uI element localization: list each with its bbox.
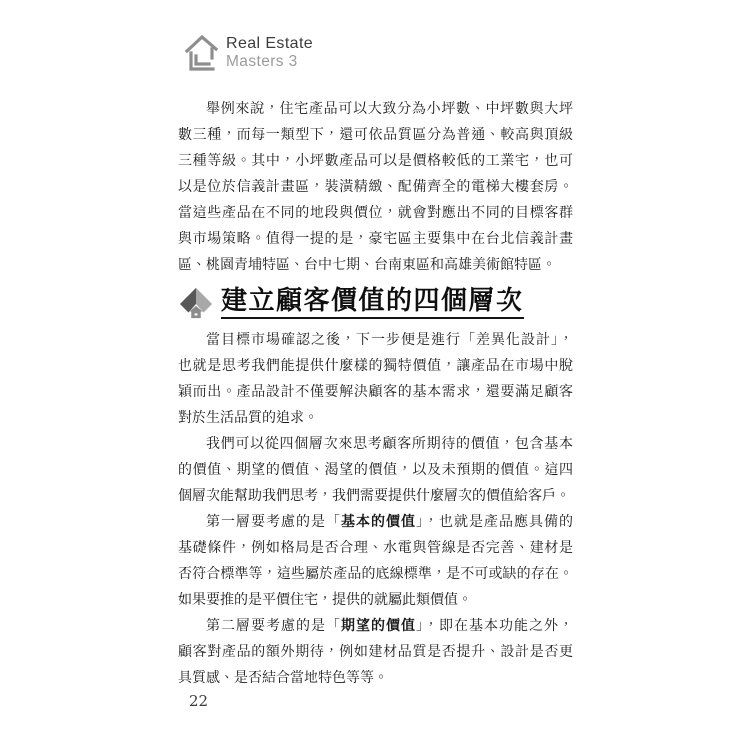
text-segment: 當這些產品在不同的地段與價位，就會對應出不同的目標客群 [178, 205, 573, 221]
text-line [178, 379, 573, 405]
text-segment: 顧客對產品的額外期待，例如建材品質是否提升、設計是否更 [178, 644, 573, 660]
text-line [178, 122, 573, 148]
text-line [178, 327, 573, 353]
text-segment: 」，即在基本功能之外， [416, 618, 573, 634]
page-content [178, 96, 573, 691]
text-line [178, 431, 573, 457]
section-heading-text: 建立顧客價值的四個層次 [221, 287, 524, 320]
text-line [178, 353, 573, 379]
text-line [178, 665, 573, 691]
emphasis-term: 基本的價值 [341, 514, 416, 530]
text-line [178, 587, 573, 613]
text-segment: 舉例來說，住宅產品可以大致分為小坪數、中坪數與大坪 [206, 101, 573, 117]
emphasis-term: 期望的價值 [341, 618, 416, 634]
paragraph [178, 431, 573, 509]
brand-title: Real Estate [226, 35, 314, 52]
section-heading [178, 285, 573, 321]
text-segment: 穎而出。產品設計不僅要解決顧客的基本需求，還要滿足顧客 [178, 384, 573, 400]
text-line [178, 457, 573, 483]
text-segment: 」，也就是產品應具備的 [416, 514, 573, 530]
text-line [178, 200, 573, 226]
paragraph [178, 327, 573, 431]
text-segment: 當目標市場確認之後，下一步便是進行「差異化設計」， [206, 332, 573, 348]
paragraph-group-bottom [178, 327, 573, 691]
paragraph-group-top [178, 96, 573, 278]
text-segment: 三種等級。其中，小坪數產品可以是價格較低的工業宅，也可 [178, 153, 573, 169]
text-segment: 以是位於信義計畫區，裝潢精緻、配備齊全的電梯大樓套房。 [178, 179, 573, 195]
text-segment: 第一層要考慮的是「 [206, 514, 341, 530]
text-segment: 區、桃園青埔特區、台中七期、台南東區和高雄美術館特區。 [178, 257, 556, 273]
text-line [178, 639, 573, 665]
text-segment: 我們可以從四個層次來思考顧客所期待的價值，包含基本 [206, 436, 573, 452]
roof-icon [178, 286, 214, 320]
text-line [178, 561, 573, 587]
text-line [178, 613, 573, 639]
page-number: 22 [189, 692, 209, 710]
text-line [178, 252, 573, 278]
text-segment: 數三種，而每一類型下，還可依品質區分為普通、較高與頂級 [178, 127, 573, 143]
paragraph [178, 613, 573, 691]
brand-text [226, 35, 313, 71]
paragraph [178, 96, 573, 278]
text-line [178, 483, 573, 509]
text-line [178, 509, 573, 535]
text-segment: 對於生活品質的追求。 [178, 410, 318, 426]
text-segment: 的價值、期望的價值、渴望的價值，以及未預期的價值。這四 [178, 462, 573, 478]
paragraph [178, 509, 573, 613]
text-line [178, 174, 573, 200]
text-segment: 基礎條件，例如格局是否合理、水電與管線是否完善、建材是 [178, 540, 573, 556]
text-segment: 具質感、是否結合當地特色等等。 [178, 670, 388, 686]
text-line [178, 148, 573, 174]
text-line [178, 96, 573, 122]
text-segment: 第二層要考慮的是「 [206, 618, 341, 634]
brand-subtitle: Masters 3 [226, 53, 298, 70]
brand-logo [183, 32, 313, 74]
text-line [178, 535, 573, 561]
text-segment: 如果要推的是平價住宅，提供的就屬此類價值。 [178, 592, 472, 608]
text-segment: 個層次能幫助我們思考，我們需要提供什麼層次的價值給客戶。 [178, 488, 570, 504]
text-segment: 也就是思考我們能提供什麼樣的獨特價值，讓產品在市場中脫 [178, 358, 573, 374]
text-line [178, 226, 573, 252]
text-line [178, 405, 573, 431]
text-segment: 與市場策略。值得一提的是，豪宅區主要集中在台北信義計畫 [178, 231, 573, 247]
house-outline-icon [183, 32, 219, 74]
text-segment: 否符合標準等，這些屬於產品的底線標準，是不可或缺的存在。 [178, 566, 573, 582]
